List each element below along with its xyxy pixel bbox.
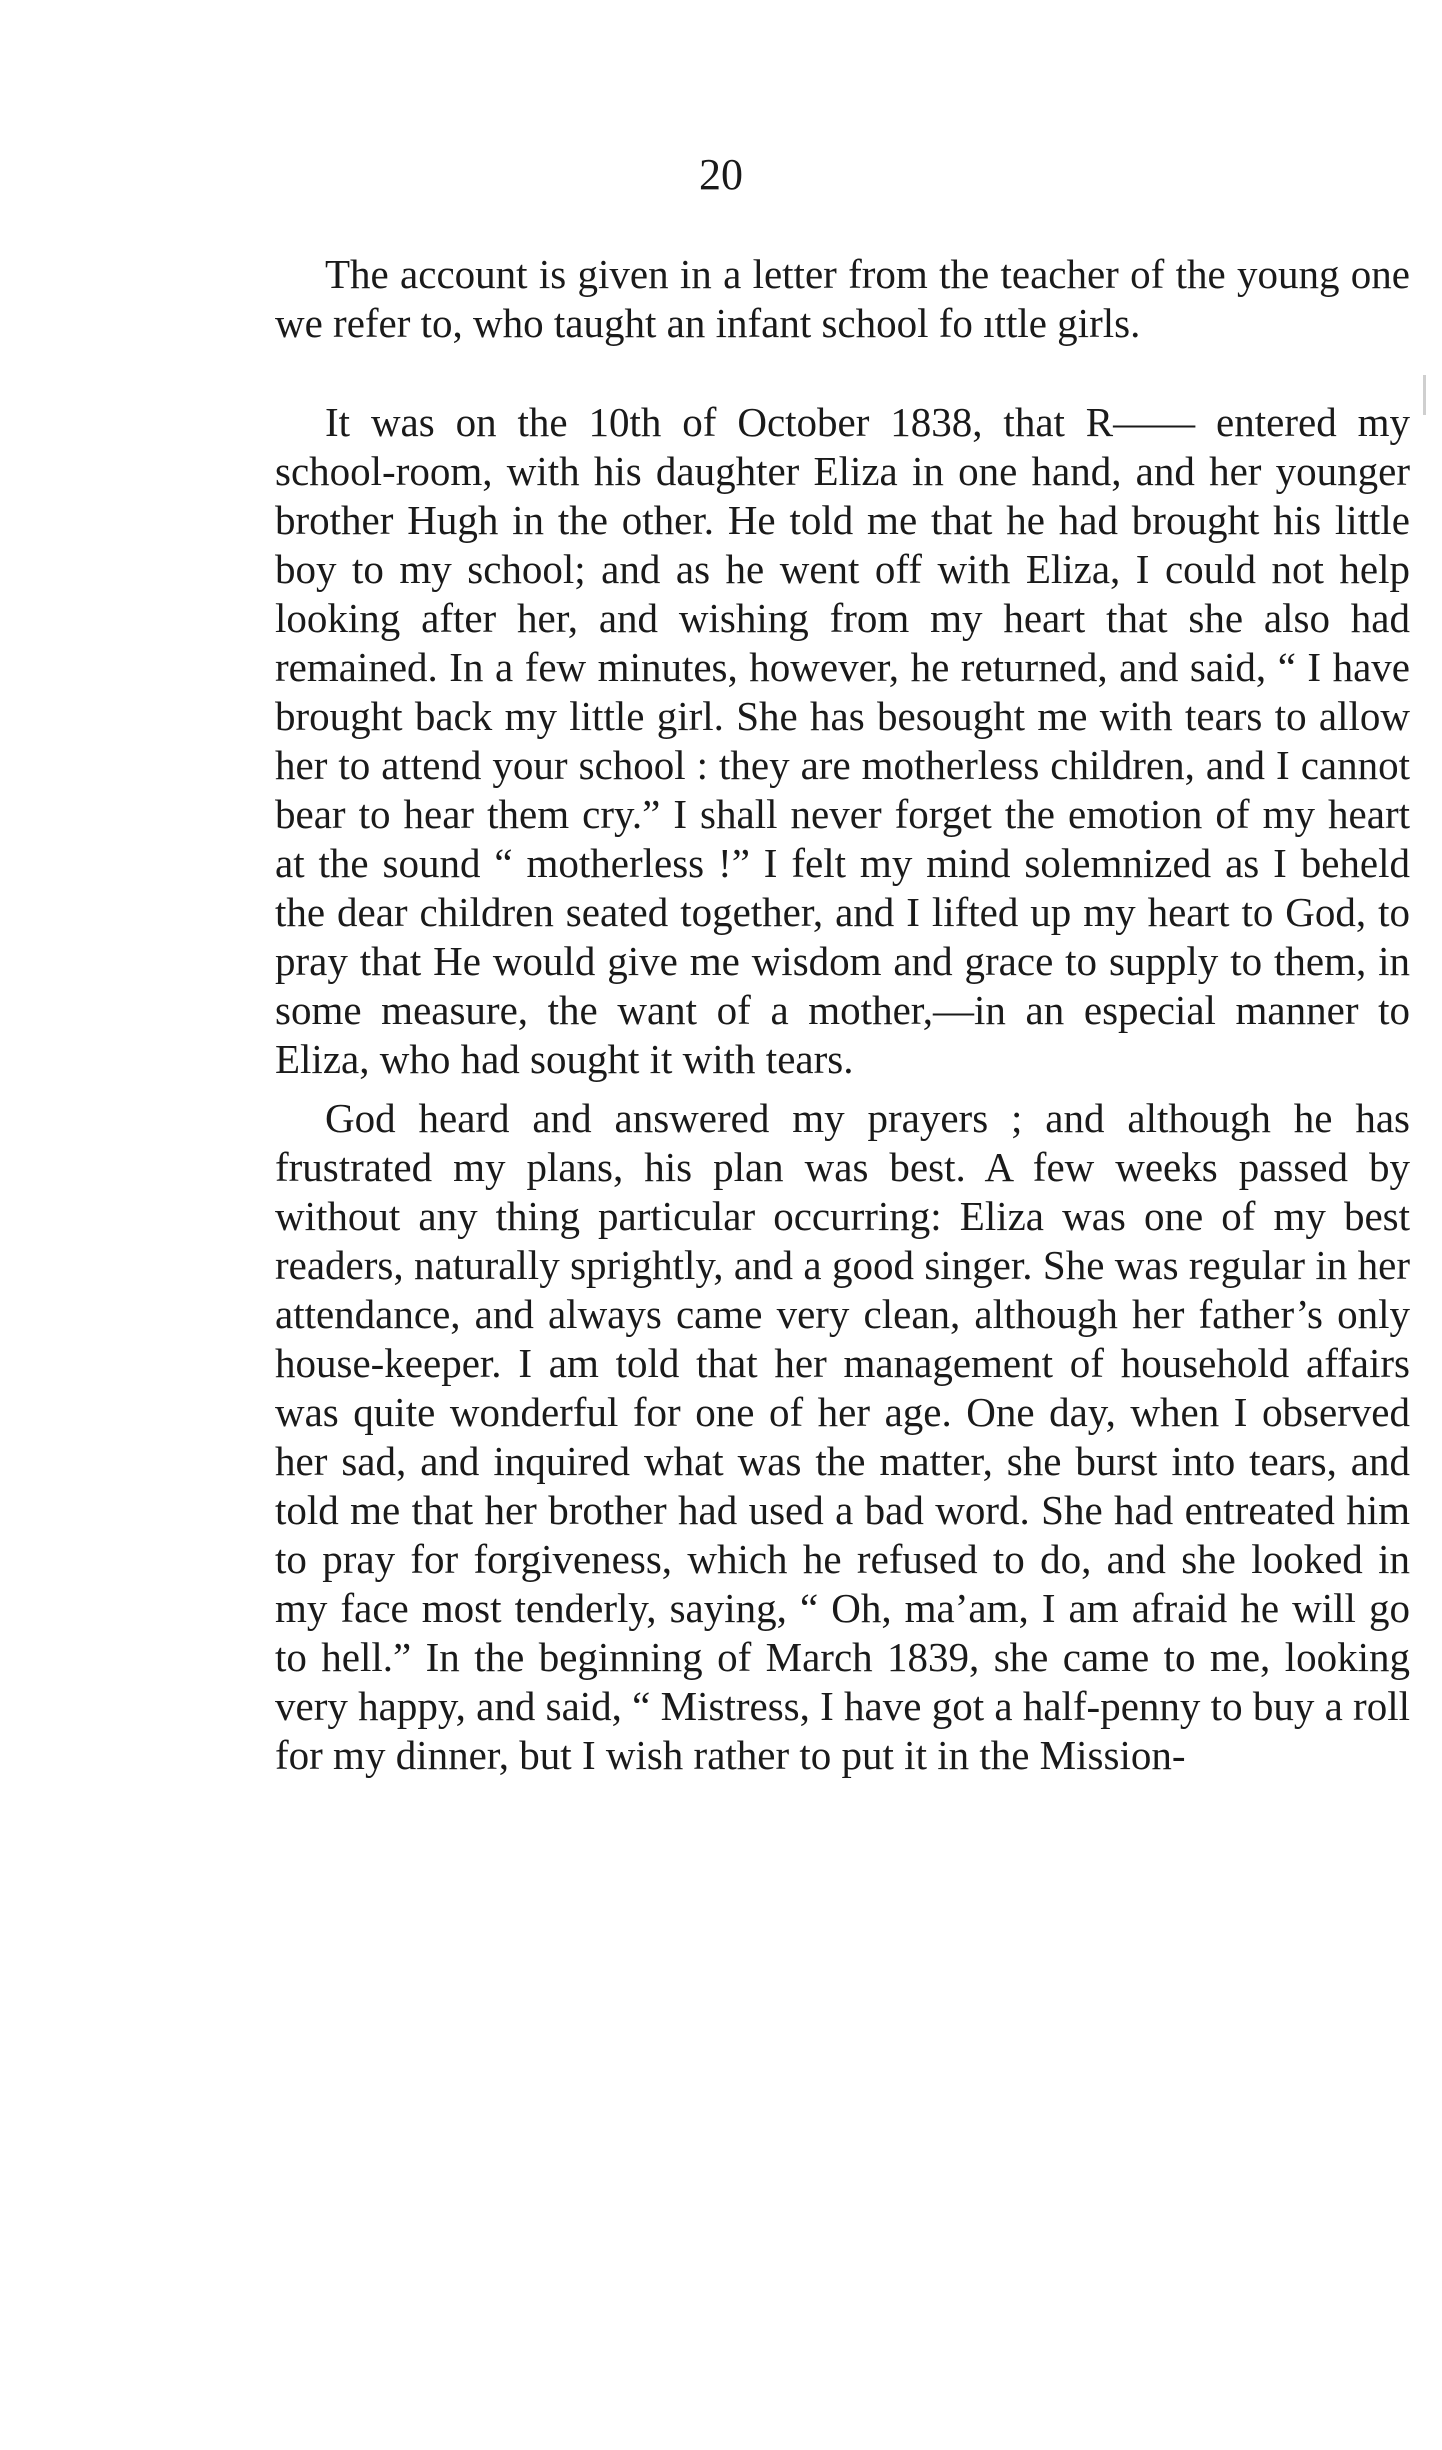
page-number: 20 <box>699 150 743 199</box>
paragraph-prayers: God heard and answered my prayers ; and although he has frustrated my plans, his plan was best. A few weeks passed by without any thing particular occurring: Eliza was one of my best readers, naturally sprightly, and a good singer. She was regular in her attendance, and always came very clean, although her father’s only house-keeper. I am told that her management of household affairs was quite wonderful for one of her age. One day, when I observed her sad, and inquired what was the matter, she burst into tears, and told me that her brother had used a bad word. She had entreated him to pray for forgiveness, which he refused to do, and she looked in my face most tenderly, saying, “ Oh, ma’am, I am afraid he will go to hell.” In the beginning of March 1839, she came to me, looking very happy, and said, “ Mistress, I have got a half-penny to buy a roll for my dinner, but I wish rather to put it in the Mission- <box>275 1095 1410 1778</box>
paragraph-arrival: It was on the 10th of October 1838, that R—— entered my school-room, with his daughter Eliza in one hand, and her younger brother Hugh in the other. He told me that he had brought his little boy to my school; and as he went off with Eliza, I could not help looking after her, and wishing from my heart that she also had remained. In a few minutes, however, he returned, and said, “ I have brought back my little girl. She has besought me with tears to allow her to attend your school : they are motherless children, and I cannot bear to hear them cry.” I shall never forget the emotion of my heart at the sound “ motherless !” I felt my mind solemnized as I beheld the dear children seated together, and I lifted up my heart to God, to pray that He would give me wisdom and grace to supply to them, in some measure, the want of a mother,—in an especial manner to Eliza, who had sought it with tears. <box>275 399 1410 1082</box>
scan-mark <box>1423 375 1426 415</box>
body-text <box>275 250 1410 1780</box>
paragraph-intro: The account is given in a letter from the teacher of the young one we refer to, who taught an infant school fo ıttle girls. <box>275 251 1410 346</box>
